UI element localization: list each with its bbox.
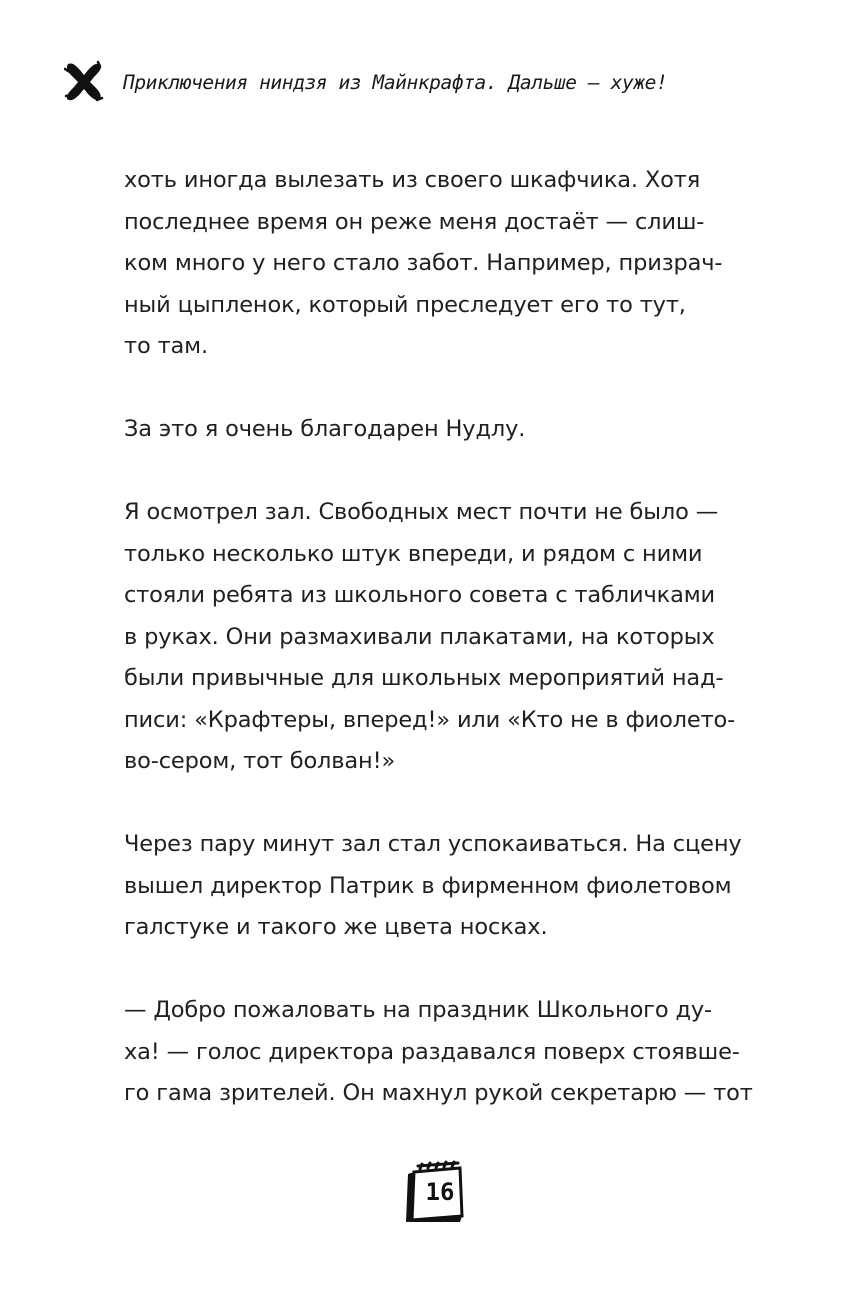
text-line: писи: «Крафтеры, вперед!» или «Кто не в фиолето-	[124, 706, 736, 733]
text-line: галстуке и такого же цвета носках.	[124, 914, 548, 940]
paragraph-gap	[124, 783, 764, 825]
text-line: ком много у него стало забот. Например, призрач-	[124, 250, 723, 276]
text-line: стояли ребята из школьного совета с табличками	[124, 582, 716, 608]
text-line: ный цыпленок, который преследует его то тут,	[124, 291, 686, 318]
paragraph	[124, 990, 764, 1115]
text-line: вышел директор Патрик в фирменном фиолетовом	[124, 872, 732, 899]
text-line: в руках. Они размахивали плакатами, на которых	[124, 623, 715, 650]
page-body	[124, 160, 764, 1115]
paragraph	[124, 824, 764, 949]
crossed-swords-icon	[64, 60, 104, 104]
text-line: хоть иногда вылезать из своего шкафчика. Хотя	[124, 167, 701, 193]
text-line: Через пару минут зал стал успокаиваться. На сцену	[124, 831, 742, 857]
text-line: были привычные для школьных мероприятий над-	[124, 665, 724, 691]
page-number-badge	[404, 1160, 470, 1226]
text-line: ха! — голос директора раздавался поверх стоявше-	[124, 1038, 740, 1065]
text-line: — Добро пожаловать на праздник Школьного ду-	[124, 997, 713, 1023]
book-title: Приключения ниндзя из Майнкрафта. Дальше — хуже!	[123, 70, 668, 94]
paragraph	[124, 160, 764, 368]
paragraph	[124, 492, 764, 783]
page-number: 16	[425, 1178, 455, 1206]
text-line: го гама зрителей. Он махнул рукой секретарю — тот	[124, 1080, 753, 1106]
paragraph-gap	[124, 451, 764, 493]
paragraph	[124, 409, 764, 451]
paragraph-gap	[124, 368, 764, 410]
text-line: За это я очень благодарен Нудлу.	[124, 416, 526, 442]
text-line: то там.	[124, 333, 208, 359]
text-line: Я осмотрел зал. Свободных мест почти не было —	[124, 499, 719, 525]
text-line: во-сером, тот болван!»	[124, 748, 396, 774]
text-line: последнее время он реже меня достаёт — слиш-	[124, 208, 705, 235]
paragraph-gap	[124, 949, 764, 991]
running-header	[64, 58, 784, 106]
text-line: только несколько штук впереди, и рядом с ними	[124, 540, 703, 567]
